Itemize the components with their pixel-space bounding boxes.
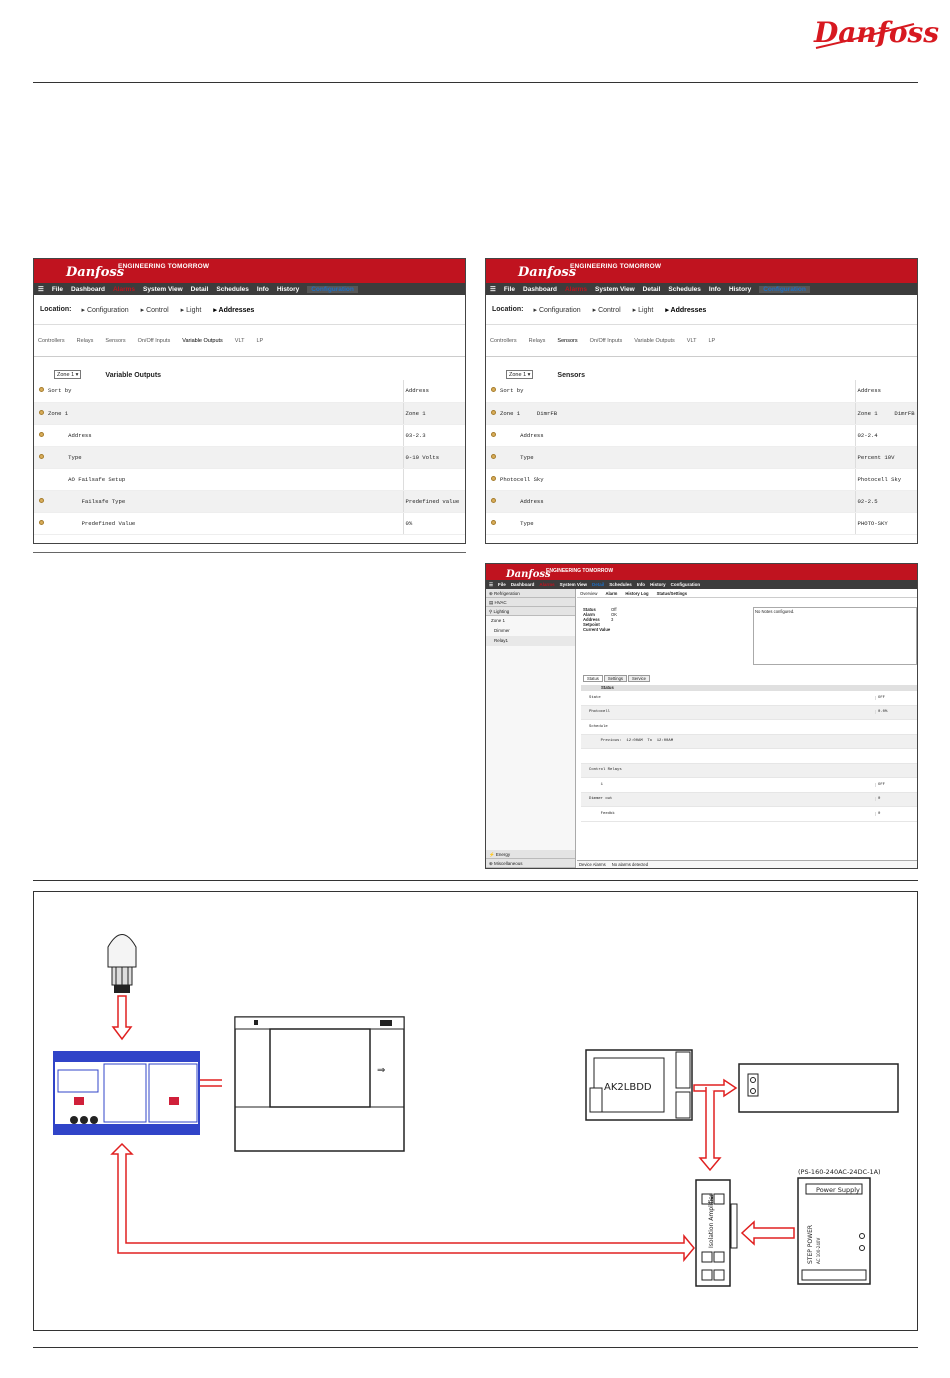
danfoss-logo [64,261,125,281]
app-header [34,259,465,283]
setting-label: Sort by [500,380,855,402]
setting-row[interactable] [486,468,917,490]
breadcrumb: Location: ▸ Configuration ▸ Control ▸ Light ▸ Addresses [34,295,465,325]
psu-model-label: (PS-160-240AC-24DC-1A) [798,1168,881,1176]
edit-icon[interactable] [491,498,496,503]
setting-label: Failsafe Type [48,490,403,512]
status-row: 1 OFF [581,778,917,793]
setting-row[interactable] [34,424,465,446]
menu-icon[interactable]: ☰ [490,286,496,293]
settings-table [486,380,917,535]
setting-row[interactable] [486,490,917,512]
edit-icon[interactable] [491,432,496,437]
svg-text:⇒: ⇒ [377,1065,386,1076]
danfoss-logo [504,565,551,581]
status-table [581,691,917,822]
setting-label: Sort by [48,380,403,402]
svg-text:Danfoss: Danfoss [506,569,551,580]
edit-icon[interactable] [39,520,44,525]
edit-icon[interactable] [39,410,44,415]
section-title: Variable Outputs [105,372,162,379]
psu-title: Power Supply [816,1186,860,1194]
setting-label: Zone 1 DimrFB [500,402,855,424]
settings-table [34,380,465,535]
status-row [581,749,917,764]
module-label: AK2LBDD [604,1082,652,1093]
tab-relays[interactable]: Relays [76,337,94,344]
logo-text: Danfoss [814,16,940,49]
danfoss-logo [516,261,577,281]
setting-value[interactable]: 0-10 Volts [403,446,465,468]
main-menu[interactable]: ☰ File Dashboard Alarms System View Detail Schedules Info History Configuration [486,283,917,295]
edit-icon[interactable] [39,454,44,459]
isolation-amplifier [696,1180,737,1286]
status-row: State OFF [581,691,917,706]
breadcrumb: Location: ▸ Configuration ▸ Control ▸ Light ▸ Addresses [486,295,917,325]
edit-icon[interactable] [39,432,44,437]
alarm-footer: Device Alarms No alarms detected [577,860,917,868]
setting-label: Predefined Value [48,512,403,534]
setting-value[interactable]: Address [403,380,465,402]
setting-value[interactable]: PHOTO-SKY [855,512,917,534]
tagline: ENGINEERING TOMORROW [570,263,662,270]
setting-label: Zone 1 [48,402,403,424]
tab-sensors[interactable]: Sensors [557,337,578,344]
tagline: ENGINEERING TOMORROW [118,263,210,270]
edit-icon[interactable] [39,387,44,392]
edit-icon[interactable] [491,387,496,392]
setting-value[interactable]: Address [855,380,917,402]
tab-vlt[interactable]: VLT [234,337,245,344]
menu-system-view[interactable]: System View [143,285,183,293]
system-manager-display [235,1017,404,1151]
config-tabs [34,325,465,357]
device-detail-screenshot: Danfoss ENGINEERING TOMORROW ☰ File Dashboard Alarms System View Detail Schedules Info History Configuration ⊕ Refrigeration ▤ HVAC ⚲ Lighting Zone 1 Dimmer Relay1 ⚡ Energy ⊕ Miscellaneous Overview Alarm History Log Status/Settings Status Off Alarm OK Address 3 Setpoint Current Value No Notes configured. Status Settings Service Status State OFF Photocell 0.0% Schedule Previous: 12:00AM To 12:00AM Control Relays 1 OFF Dimmer out 0 Feedbk 0 Device Alarms No alarms detected [485,563,918,869]
setting-label: Type [500,512,855,534]
setting-row[interactable] [486,446,917,468]
photocell-sensor [108,935,136,994]
setting-value[interactable]: 02-2.4 [855,424,917,446]
setting-value[interactable]: Zone 1 [403,402,465,424]
ak2lbdd-module [586,1050,692,1120]
status-row: Schedule [581,720,917,735]
luminaire-driver [739,1064,898,1112]
setting-row[interactable] [34,446,465,468]
setting-label: Type [500,446,855,468]
setting-label: Address [500,490,855,512]
status-row: Previous: 12:00AM To 12:00AM [581,735,917,750]
menu-info[interactable]: Info [256,285,269,293]
edit-icon[interactable] [491,476,496,481]
setting-row[interactable] [486,380,917,402]
setting-row[interactable] [34,402,465,424]
setting-row[interactable] [34,490,465,512]
setting-row[interactable] [486,424,917,446]
setting-value[interactable] [403,468,465,490]
setting-row[interactable] [486,402,917,424]
svg-text:STEP POWER: STEP POWER [807,1224,814,1264]
svg-text:Danfoss: Danfoss [66,265,125,280]
tab-controllers[interactable]: Controllers [38,337,65,344]
menu-schedules[interactable]: Schedules [216,285,249,293]
setting-value[interactable]: Photocell Sky [855,468,917,490]
setting-label: AO Failsafe Setup [48,468,403,490]
menu-configuration[interactable]: Configuration [307,286,358,293]
menu-history[interactable]: History [276,285,300,293]
svg-text:Danfoss: Danfoss [518,265,577,280]
tab-lp[interactable]: LP [256,337,264,344]
setting-label: Address [48,424,403,446]
svg-text:AC 100-240V: AC 100-240V [816,1237,821,1264]
edit-icon[interactable] [491,410,496,415]
menu-detail[interactable]: Detail [190,285,209,293]
ak-controller [54,1052,199,1134]
setting-row[interactable] [34,512,465,534]
setting-value[interactable]: Percent 10V [855,446,917,468]
setting-label: Type [48,446,403,468]
menu-alarms[interactable]: Alarms [112,285,136,293]
config-tabs: Controllers Relays Sensors On/Off Inputs Variable Outputs VLT LP [486,325,917,357]
edit-icon[interactable] [39,498,44,503]
device-summary: Status Off Alarm OK Address 3 Setpoint Current Value [583,607,618,632]
bottom-rule [33,1347,918,1348]
setting-row[interactable] [34,380,465,402]
sensors-screenshot [485,258,918,544]
amplifier-label: Isolation Amplifier [708,1193,715,1248]
setting-label: Address [500,424,855,446]
zone-select[interactable]: Zone 1 ▾ [54,370,81,379]
tab-variable-outputs[interactable]: Variable Outputs [182,337,223,344]
status-row: Photocell 0.0% [581,706,917,721]
tab-sensors[interactable]: Sensors [105,337,126,344]
danfoss-logo [810,10,940,59]
status-row: Feedbk 0 [581,807,917,822]
section-title: Sensors [557,372,586,379]
main-menu[interactable]: ☰ File Dashboard Alarms System View Detail Schedules Info History Configuration [486,580,917,589]
setting-value[interactable]: Zone 1 DimrFB [855,402,917,424]
status-row: Control Relays [581,764,917,779]
menu-icon[interactable]: ☰ [38,286,44,293]
status-row: Dimmer out 0 [581,793,917,808]
setting-row[interactable] [34,468,465,490]
edit-icon[interactable] [491,454,496,459]
zone-select[interactable]: Zone 1 ▾ [506,370,533,379]
setting-value[interactable]: Predefined value [403,490,465,512]
wiring-diagram [33,891,918,1331]
setting-value[interactable]: 0% [403,512,465,534]
setting-value[interactable]: 02-2.5 [855,490,917,512]
edit-icon[interactable] [491,520,496,525]
menu-file[interactable]: File [51,285,64,293]
mid-rule [33,880,918,881]
device-tree: ⊕ Refrigeration ▤ HVAC ⚲ Lighting Zone 1 Dimmer Relay1 ⚡ Energy ⊕ Miscellaneous [486,589,576,868]
notes-box[interactable]: No Notes configured. [753,607,917,665]
setting-value[interactable]: 03-2.3 [403,424,465,446]
menu-dashboard[interactable]: Dashboard [71,285,105,293]
variable-outputs-screenshot [33,258,466,544]
setting-label: Photocell Sky [500,468,855,490]
tab-onoff-inputs[interactable]: On/Off Inputs [137,337,171,344]
top-rule [33,82,918,83]
power-supply [798,1168,881,1284]
main-menu[interactable] [34,283,465,295]
device-main: Overview Alarm History Log Status/Settings Status Off Alarm OK Address 3 Setpoint Current Value No Notes configured. Status Settings Service Status State OFF Photocell 0.0% Schedule Previous: 12:00AM To 12:00AM Control Relays 1 OFF Dimmer out 0 Feedbk 0 Device Alarms No alarms detected [577,589,917,868]
setting-row[interactable] [486,512,917,534]
